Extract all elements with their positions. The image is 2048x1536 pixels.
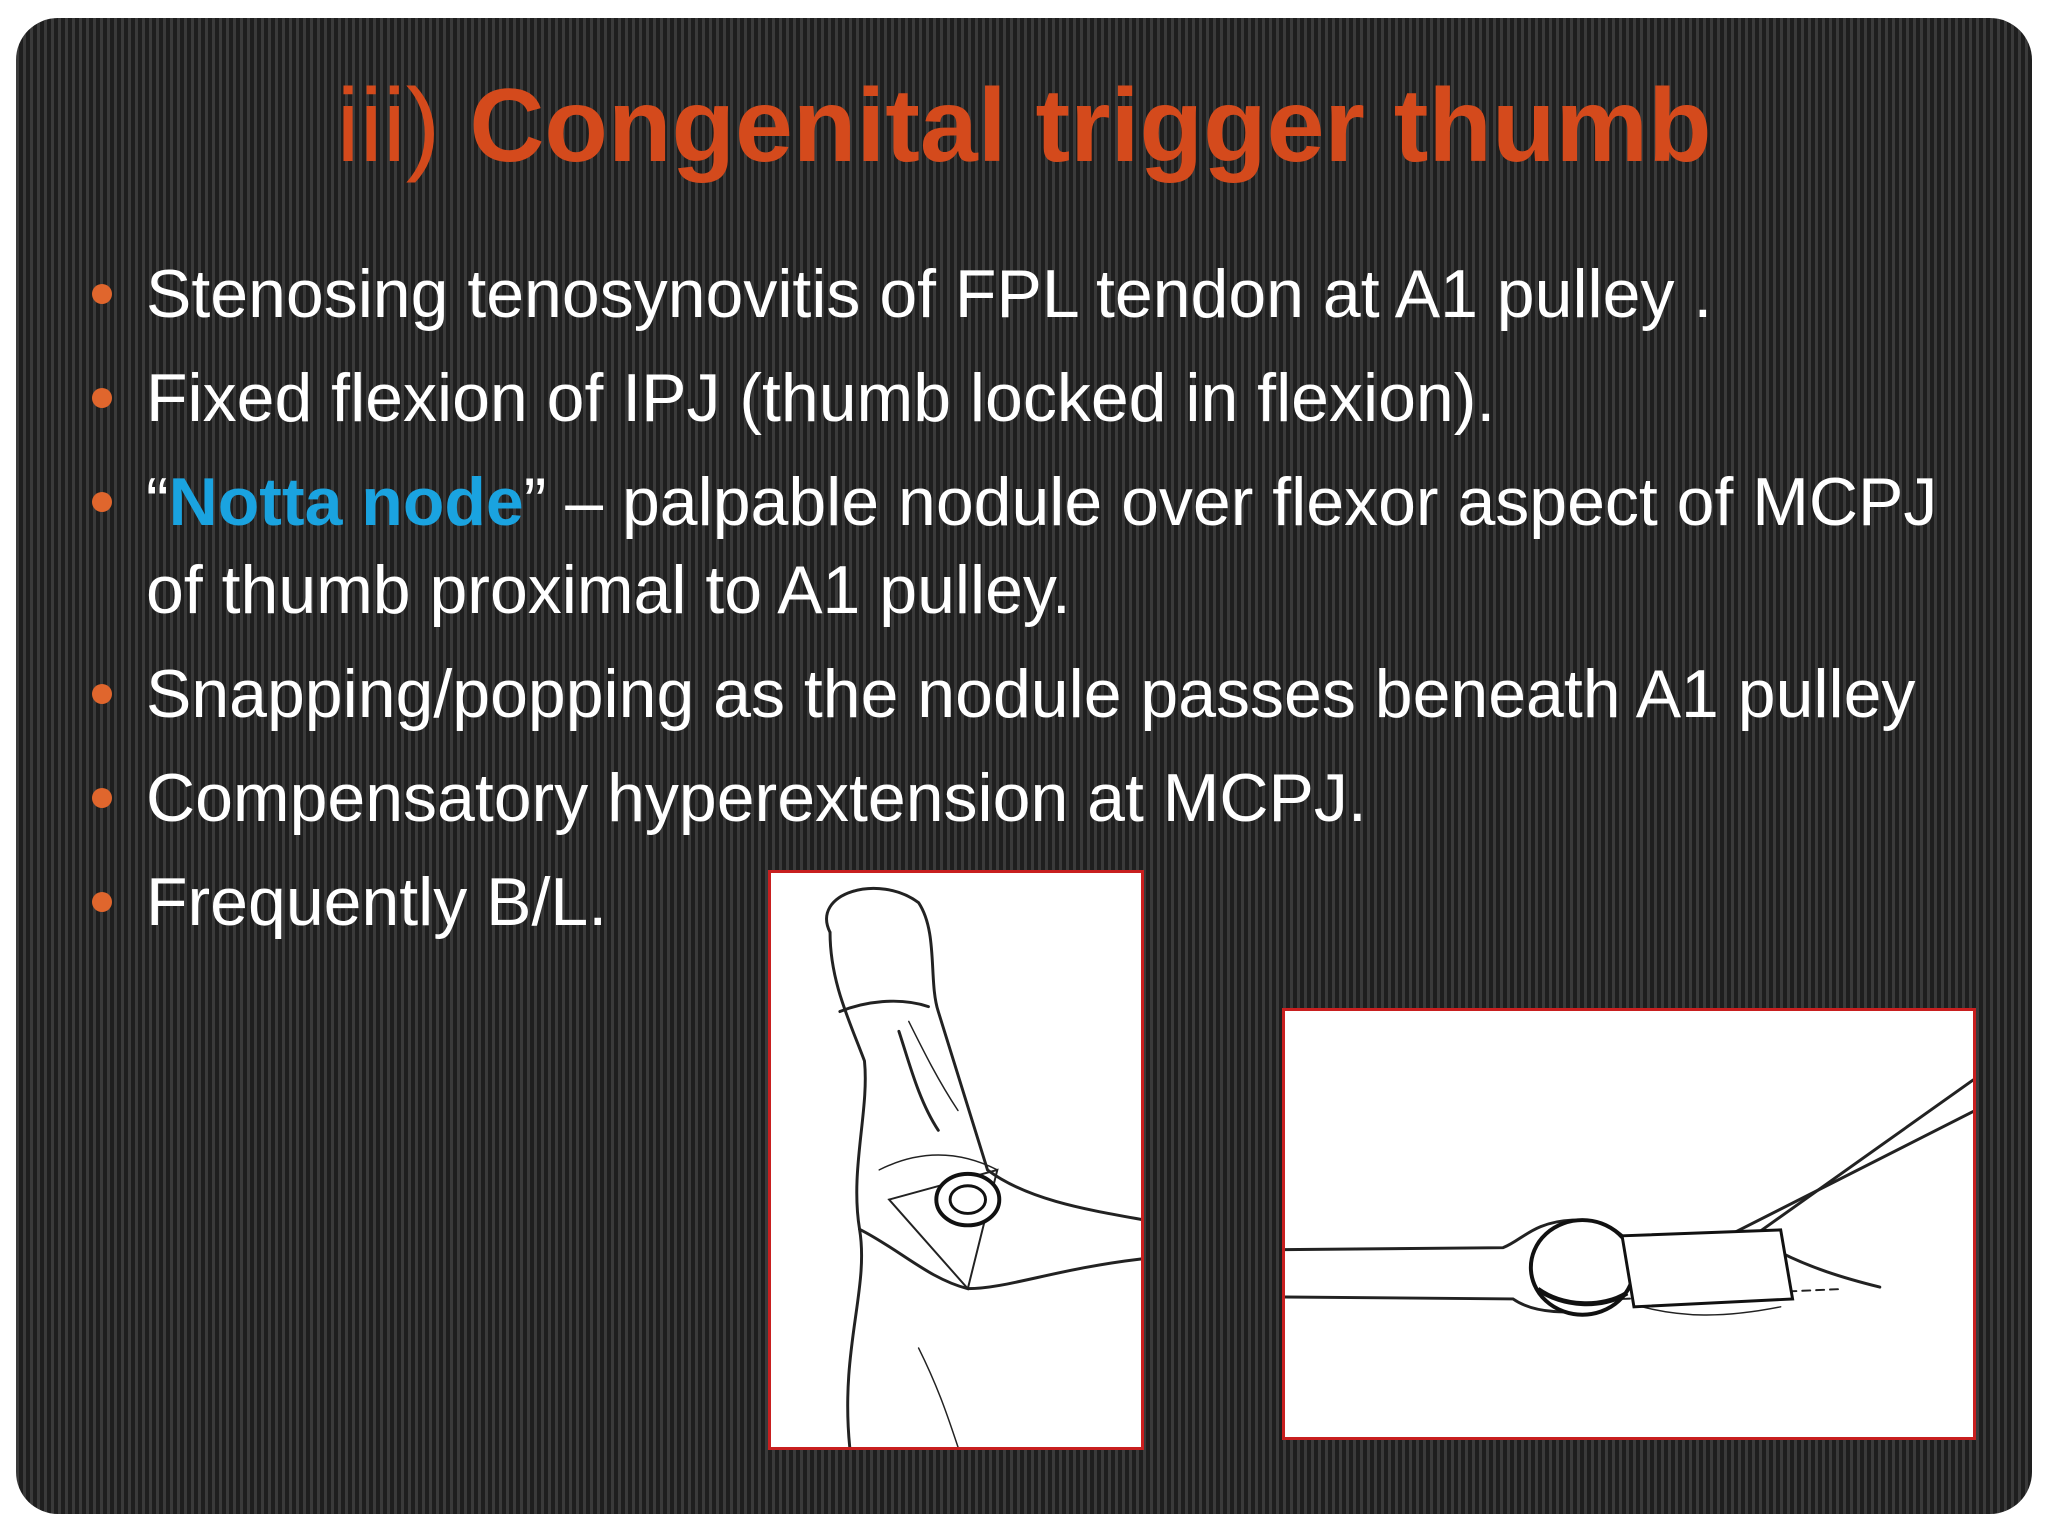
bullet-item [92,458,1992,634]
thumb-nodule-illustration [768,870,1144,1450]
bullet-item [92,250,1992,338]
title-prefix: iii) [336,68,470,184]
slide-title [16,66,2032,186]
bullet-text: Compensatory hyperextension at MCPJ. [146,760,1367,836]
bullet-text: Snapping/popping as the nodule passes beneath A1 pulley [146,656,1916,732]
bullet-dot-icon [92,788,112,808]
title-main: Congenital trigger thumb [469,68,1712,184]
bullet-dot-icon [92,684,112,704]
bullet-text: ” – palpable nodule over flexor aspect of MCPJ of thumb proximal to A1 pulley. [146,464,1938,628]
tendon-nodule-pulley-illustration [1282,1008,1976,1440]
notta-node-highlight: Notta node [168,464,524,540]
bullet-text: Frequently B/L. [146,864,608,940]
bullet-text: Fixed flexion of IPJ (thumb locked in flexion). [146,360,1496,436]
bullet-dot-icon [92,892,112,912]
bullet-dot-icon [92,492,112,512]
bullet-dot-icon [92,284,112,304]
bullet-text: Stenosing tenosynovitis of FPL tendon at A1 pulley . [146,256,1713,332]
bullet-item [92,650,1992,738]
bullet-dot-icon [92,388,112,408]
bullet-quote-open: “ [146,464,169,540]
tendon-drawing [1285,1011,1973,1437]
bullet-item [92,754,1992,842]
bullet-list [92,250,1992,962]
thumb-drawing [771,873,1141,1447]
bullet-item [92,354,1992,442]
